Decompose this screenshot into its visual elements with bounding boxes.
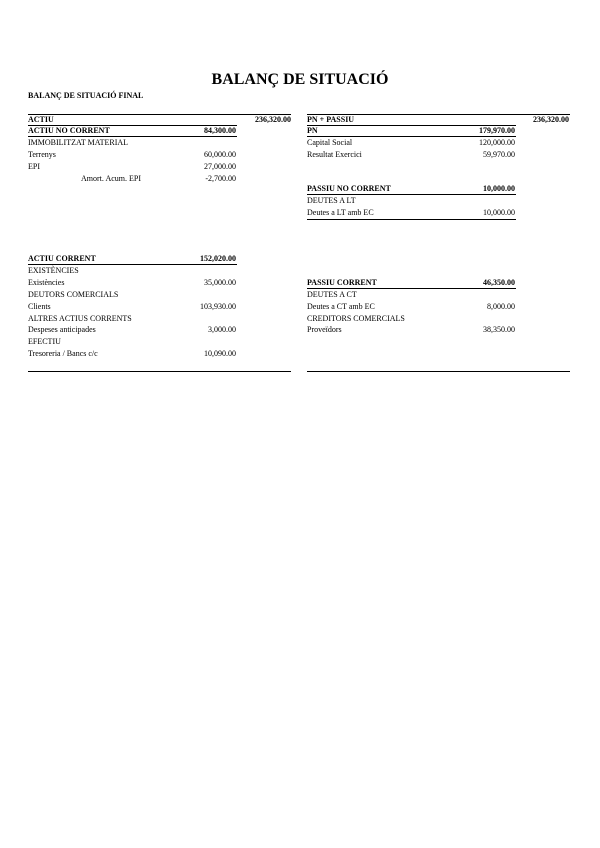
pn-label: PN bbox=[307, 126, 318, 135]
group-deutes-lt: DEUTES A LT bbox=[307, 196, 356, 205]
actiu-no-corrent-label: ACTIU NO CORRENT bbox=[28, 126, 110, 135]
group-deutors-comercials: DEUTORS COMERCIALS bbox=[28, 290, 119, 299]
page-subtitle: BALANÇ DE SITUACIÓ FINAL bbox=[28, 91, 144, 100]
actiu-corrent-label: ACTIU CORRENT bbox=[28, 254, 96, 263]
actiu-no-corrent-total: 84,300.00 bbox=[204, 126, 236, 135]
row-tresoreria-value: 10,090.00 bbox=[204, 349, 236, 358]
row-proveidors-value: 38,350.00 bbox=[483, 325, 515, 334]
row-tresoreria-label: Tresoreria / Bancs c/c bbox=[28, 349, 98, 358]
row-epi-label: EPI bbox=[28, 162, 40, 171]
group-creditors-comercials: CREDITORS COMERCIALS bbox=[307, 314, 405, 323]
row-despeses-anticipades-label: Despeses anticipades bbox=[28, 325, 96, 334]
row-deutes-ct-ec-label: Deutes a CT amb EC bbox=[307, 302, 375, 311]
actiu-header-total: 236,320.00 bbox=[255, 115, 291, 124]
actiu-no-corrent-underline bbox=[28, 136, 237, 137]
passiu-corrent-underline bbox=[307, 288, 516, 289]
group-efectiu: EFECTIU bbox=[28, 337, 61, 346]
row-terrenys-label: Terrenys bbox=[28, 150, 56, 159]
row-terrenys-value: 60,000.00 bbox=[204, 150, 236, 159]
group-altres-actius-corrents: ALTRES ACTIUS CORRENTS bbox=[28, 314, 132, 323]
pn-total: 179,970.00 bbox=[479, 126, 515, 135]
group-existencies: EXISTÈNCIES bbox=[28, 266, 79, 275]
passiu-no-corrent-label: PASSIU NO CORRENT bbox=[307, 184, 391, 193]
row-epi-value: 27,000.00 bbox=[204, 162, 236, 171]
page-title: BALANÇ DE SITUACIÓ bbox=[211, 71, 389, 88]
passiu-header-total: 236,320.00 bbox=[533, 115, 569, 124]
row-capital-social-label: Capital Social bbox=[307, 138, 353, 147]
row-proveidors-label: Proveïdors bbox=[307, 325, 342, 334]
row-deutes-lt-ec-value: 10,000.00 bbox=[483, 208, 515, 217]
row-amort-acum-epi-label: Amort. Acum. EPI bbox=[81, 174, 141, 183]
row-resultat-exercici-value: 59,970.00 bbox=[483, 150, 515, 159]
row-deutes-ct-ec-value: 8,000.00 bbox=[487, 302, 515, 311]
row-capital-social-value: 120,000.00 bbox=[479, 138, 515, 147]
row-existencies-label: Existències bbox=[28, 278, 65, 287]
row-existencies-value: 35,000.00 bbox=[204, 278, 236, 287]
row-despeses-anticipades-value: 3,000.00 bbox=[208, 325, 236, 334]
actiu-corrent-underline bbox=[28, 264, 237, 265]
group-deutes-ct: DEUTES A CT bbox=[307, 290, 357, 299]
passiu-no-corrent-underline bbox=[307, 194, 516, 195]
actiu-bottom-rule bbox=[28, 371, 291, 372]
passiu-header-label: PN + PASSIU bbox=[307, 115, 355, 124]
actiu-header-label: ACTIU bbox=[28, 115, 54, 124]
row-resultat-exercici-label: Resultat Exercici bbox=[307, 150, 362, 159]
passiu-no-corrent-bottom-rule bbox=[307, 219, 516, 220]
actiu-corrent-total: 152,020.00 bbox=[200, 254, 236, 263]
pn-underline bbox=[307, 136, 516, 137]
passiu-corrent-label: PASSIU CORRENT bbox=[307, 278, 377, 287]
group-immobilitzat-material: IMMOBILITZAT MATERIAL bbox=[28, 138, 129, 147]
row-clients-label: Clients bbox=[28, 302, 51, 311]
row-amort-acum-epi-value: -2,700.00 bbox=[205, 174, 236, 183]
row-clients-value: 103,930.00 bbox=[200, 302, 236, 311]
passiu-bottom-rule bbox=[307, 371, 570, 372]
row-deutes-lt-ec-label: Deutes a LT amb EC bbox=[307, 208, 374, 217]
passiu-corrent-total: 46,350.00 bbox=[483, 278, 515, 287]
passiu-no-corrent-total: 10,000.00 bbox=[483, 184, 515, 193]
